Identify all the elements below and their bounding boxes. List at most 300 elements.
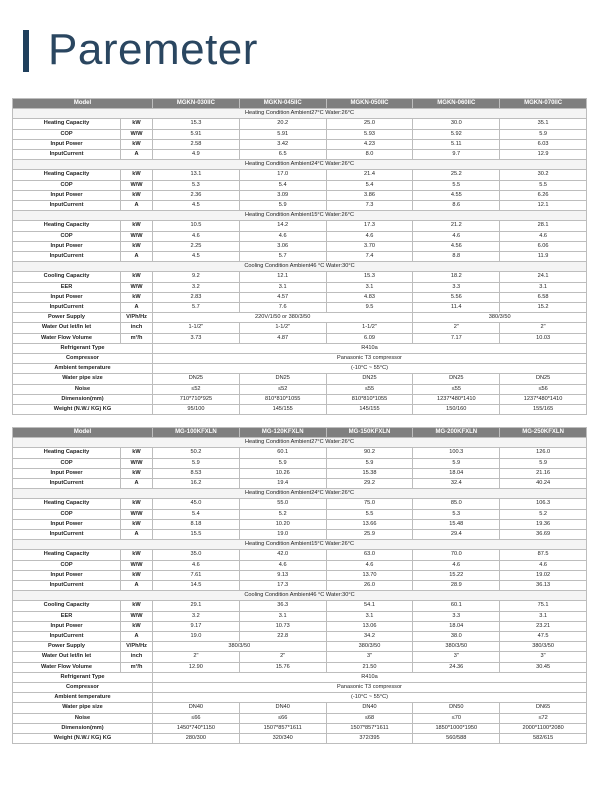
row-unit: inch — [121, 652, 153, 662]
table-row — [13, 190, 587, 200]
value-cell: 4.6 — [326, 560, 413, 570]
value-cell: 34.2 — [326, 632, 413, 642]
value-cell: 5.93 — [326, 129, 413, 139]
table-row — [13, 282, 587, 292]
value-cell: 21.16 — [500, 468, 587, 478]
table-row — [13, 231, 587, 241]
condition-row — [13, 438, 587, 448]
value-cell: 60.1 — [413, 601, 500, 611]
value-cell: 24.1 — [500, 272, 587, 282]
value-cell: 5.7 — [153, 303, 240, 313]
value-cell: 5.9 — [239, 201, 326, 211]
value-cell: 7.6 — [239, 303, 326, 313]
value-cell: 8.53 — [153, 468, 240, 478]
value-cell: 15.2 — [500, 303, 587, 313]
row-label: Input Power — [13, 241, 121, 251]
value-cell: 3.1 — [326, 611, 413, 621]
row-unit: W/W — [121, 560, 153, 570]
value-cell: 1507*857*1611 — [239, 723, 326, 733]
condition-label: Heating Condition Ambient24°C Water:26°C — [13, 160, 587, 170]
value-cell: 3.09 — [239, 190, 326, 200]
value-cell: 7.4 — [326, 252, 413, 262]
value-cell: 13.70 — [326, 570, 413, 580]
value-cell: 5.91 — [153, 129, 240, 139]
value-cell: 2000*1100*2080 — [500, 723, 587, 733]
value-cell: 1-1/2" — [326, 323, 413, 333]
header-model-label: Model — [13, 428, 153, 438]
table-row — [13, 550, 587, 560]
table-row — [13, 364, 587, 374]
value-cell: 15.3 — [153, 119, 240, 129]
row-unit: W/W — [121, 129, 153, 139]
value-cell: 19.0 — [239, 530, 326, 540]
value-cell: 810*810*1055 — [326, 394, 413, 404]
condition-row — [13, 262, 587, 272]
value-cell: DN25 — [413, 374, 500, 384]
value-cell: 54.1 — [326, 601, 413, 611]
table-row — [13, 703, 587, 713]
value-cell: 87.5 — [500, 550, 587, 560]
condition-label: Heating Condition Ambient27°C Water:26°C — [13, 438, 587, 448]
value-cell: 4.55 — [413, 190, 500, 200]
value-cell: 155/165 — [500, 405, 587, 415]
row-label: InputCurrent — [13, 201, 121, 211]
row-unit: kW — [121, 468, 153, 478]
value-cell: 6.09 — [326, 333, 413, 343]
spec-table-2 — [12, 427, 587, 744]
table-row — [13, 119, 587, 129]
row-label: InputCurrent — [13, 632, 121, 642]
value-cell: 47.5 — [500, 632, 587, 642]
row-unit: V/Ph/Hz — [121, 313, 153, 323]
value-cell: 6.03 — [500, 139, 587, 149]
value-cell: 1450*740*1150 — [153, 723, 240, 733]
value-cell: 3.86 — [326, 190, 413, 200]
spec-table-1 — [12, 98, 587, 415]
table-row — [13, 570, 587, 580]
value-cell: 29.2 — [326, 479, 413, 489]
value-cell: 372/395 — [326, 734, 413, 744]
value-cell: 10.26 — [239, 468, 326, 478]
value-cell: 19.36 — [500, 519, 587, 529]
row-unit: W/W — [121, 231, 153, 241]
header-model-name: MG-150KFXLN — [326, 428, 413, 438]
value-cell: 4.6 — [413, 560, 500, 570]
value-cell: ≤66 — [239, 713, 326, 723]
value-cell: 75.1 — [500, 601, 587, 611]
value-cell: ≤52 — [239, 384, 326, 394]
header-model-name: MG-200KFXLN — [413, 428, 500, 438]
value-cell: 9.2 — [153, 272, 240, 282]
value-cell: 280/300 — [153, 734, 240, 744]
table-row — [13, 632, 587, 642]
row-label: Heating Capacity — [13, 170, 121, 180]
value-cell: 25.0 — [326, 119, 413, 129]
row-unit: W/W — [121, 282, 153, 292]
row-label: Heating Capacity — [13, 448, 121, 458]
table-row — [13, 292, 587, 302]
table-header-row — [13, 99, 587, 109]
value-cell: 3.1 — [239, 611, 326, 621]
value-cell: 810*810*1055 — [239, 394, 326, 404]
value-cell: 4.6 — [500, 231, 587, 241]
row-label: InputCurrent — [13, 303, 121, 313]
row-unit: A — [121, 530, 153, 540]
row-label: Noise — [13, 713, 153, 723]
table-row — [13, 530, 587, 540]
value-cell: 18.04 — [413, 468, 500, 478]
value-cell: 5.9 — [326, 458, 413, 468]
value-cell: 2.25 — [153, 241, 240, 251]
value-cell: 8.18 — [153, 519, 240, 529]
table-row — [13, 333, 587, 343]
row-label: COP — [13, 509, 121, 519]
value-cell: 15.22 — [413, 570, 500, 580]
condition-label: Heating Condition Ambient24°C Water:26°C — [13, 489, 587, 499]
value-cell: 21.50 — [326, 662, 413, 672]
row-unit: m³/h — [121, 662, 153, 672]
value-cell: 106.3 — [500, 499, 587, 509]
value-cell: 4.6 — [239, 560, 326, 570]
value-cell: 5.9 — [239, 458, 326, 468]
value-cell: 36.3 — [239, 601, 326, 611]
value-cell: 3.1 — [239, 282, 326, 292]
value-cell: 2" — [500, 323, 587, 333]
value-cell: 5.9 — [500, 458, 587, 468]
row-label: Heating Capacity — [13, 499, 121, 509]
row-unit: kW — [121, 519, 153, 529]
condition-label: Heating Condition Ambient15°C Water:26°C — [13, 540, 587, 550]
condition-row — [13, 489, 587, 499]
value-cell: DN25 — [326, 374, 413, 384]
table-row — [13, 734, 587, 744]
value-cell: (-10°C ~ 55°C) — [153, 693, 587, 703]
value-cell: 5.4 — [239, 180, 326, 190]
value-cell: 8.8 — [413, 252, 500, 262]
value-cell: 36.69 — [500, 530, 587, 540]
row-unit: kW — [121, 499, 153, 509]
table-row — [13, 519, 587, 529]
row-label: EER — [13, 611, 121, 621]
table-row — [13, 170, 587, 180]
table-row — [13, 479, 587, 489]
value-cell: 4.6 — [153, 560, 240, 570]
value-cell: 15.3 — [326, 272, 413, 282]
value-cell: 15.5 — [153, 530, 240, 540]
header-model-name: MGKN-070IIC — [500, 99, 587, 109]
row-label: Power Supply — [13, 313, 121, 323]
table-row — [13, 448, 587, 458]
value-cell: 3.42 — [239, 139, 326, 149]
value-cell: 100.3 — [413, 448, 500, 458]
row-label: Weight (N.W./ KG) KG — [13, 734, 153, 744]
value-cell: 24.36 — [413, 662, 500, 672]
value-cell: 18.2 — [413, 272, 500, 282]
value-cell: ≤72 — [500, 713, 587, 723]
value-cell: 22.8 — [239, 632, 326, 642]
value-cell: DN40 — [326, 703, 413, 713]
row-unit: kW — [121, 170, 153, 180]
value-cell: 30.0 — [413, 119, 500, 129]
value-cell: 7.61 — [153, 570, 240, 580]
value-cell: 5.91 — [239, 129, 326, 139]
value-cell: 19.4 — [239, 479, 326, 489]
table-row — [13, 129, 587, 139]
value-cell: 19.0 — [153, 632, 240, 642]
value-cell: 2.36 — [153, 190, 240, 200]
row-label: Ambient temperature — [13, 693, 153, 703]
row-unit: kW — [121, 241, 153, 251]
table-row — [13, 672, 587, 682]
value-cell: 5.4 — [153, 509, 240, 519]
condition-label: Heating Condition Ambient27°C Water:26°C — [13, 109, 587, 119]
value-cell: 380/3/50 — [326, 642, 413, 652]
row-unit: kW — [121, 621, 153, 631]
value-cell: 4.6 — [239, 231, 326, 241]
value-cell: 3.1 — [500, 611, 587, 621]
value-cell: 15.76 — [239, 662, 326, 672]
row-label: COP — [13, 180, 121, 190]
table-row — [13, 394, 587, 404]
value-cell: 21.4 — [326, 170, 413, 180]
value-cell: 380/3/50 — [413, 313, 587, 323]
row-label: Cooling Capacity — [13, 272, 121, 282]
row-label: COP — [13, 458, 121, 468]
row-unit: kW — [121, 601, 153, 611]
value-cell: ≤70 — [413, 713, 500, 723]
row-unit: A — [121, 479, 153, 489]
value-cell: 20.2 — [239, 119, 326, 129]
value-cell: Panasonic T3 compressor — [153, 683, 587, 693]
value-cell: 14.2 — [239, 221, 326, 231]
value-cell: 17.3 — [239, 581, 326, 591]
table-row — [13, 139, 587, 149]
value-cell: 3.3 — [413, 611, 500, 621]
value-cell: 1237*480*1410 — [500, 394, 587, 404]
value-cell: 7.17 — [413, 333, 500, 343]
value-cell: 5.3 — [153, 180, 240, 190]
row-label: Input Power — [13, 621, 121, 631]
table-row — [13, 354, 587, 364]
value-cell: 35.1 — [500, 119, 587, 129]
row-unit: kW — [121, 448, 153, 458]
value-cell: 7.3 — [326, 201, 413, 211]
table-row — [13, 642, 587, 652]
table-row — [13, 693, 587, 703]
row-label: Noise — [13, 384, 153, 394]
value-cell: 5.2 — [500, 509, 587, 519]
value-cell: 38.0 — [413, 632, 500, 642]
row-unit: kW — [121, 570, 153, 580]
table-header-row — [13, 428, 587, 438]
row-label: InputCurrent — [13, 530, 121, 540]
value-cell: 3.1 — [500, 282, 587, 292]
value-cell: 220V/1/50 or 380/3/50 — [153, 313, 413, 323]
row-unit: A — [121, 581, 153, 591]
value-cell: 18.04 — [413, 621, 500, 631]
row-label: Water Flow Volume — [13, 662, 121, 672]
page-title: Paremeter — [48, 25, 258, 74]
row-label: InputCurrent — [13, 252, 121, 262]
value-cell: 560/588 — [413, 734, 500, 744]
value-cell: 15.48 — [413, 519, 500, 529]
condition-label: Cooling Condition Ambient46 °C Water:30°C — [13, 591, 587, 601]
table-row — [13, 201, 587, 211]
value-cell: 150/160 — [413, 405, 500, 415]
value-cell: 12.90 — [153, 662, 240, 672]
table-row — [13, 662, 587, 672]
value-cell: 5.9 — [153, 458, 240, 468]
row-label: Input Power — [13, 468, 121, 478]
value-cell: 4.23 — [326, 139, 413, 149]
table-row — [13, 499, 587, 509]
row-label: Cooling Capacity — [13, 601, 121, 611]
table-row — [13, 252, 587, 262]
header-model-name: MGKN-060IIC — [413, 99, 500, 109]
value-cell: 1850*1000*1950 — [413, 723, 500, 733]
title-accent-bar — [23, 30, 29, 72]
value-cell: 2.83 — [153, 292, 240, 302]
table-row — [13, 241, 587, 251]
value-cell: 10.5 — [153, 221, 240, 231]
row-unit: kW — [121, 190, 153, 200]
table-row — [13, 581, 587, 591]
row-label: InputCurrent — [13, 150, 121, 160]
value-cell: 2" — [239, 652, 326, 662]
value-cell: 28.9 — [413, 581, 500, 591]
value-cell: 42.0 — [239, 550, 326, 560]
value-cell: 63.0 — [326, 550, 413, 560]
row-label: Refrigerant Type — [13, 343, 153, 353]
value-cell: 2.58 — [153, 139, 240, 149]
value-cell: 8.0 — [326, 150, 413, 160]
value-cell: 17.3 — [326, 221, 413, 231]
value-cell: 55.0 — [239, 499, 326, 509]
row-label: COP — [13, 231, 121, 241]
value-cell: 380/3/50 — [153, 642, 327, 652]
value-cell: R410a — [153, 672, 587, 682]
condition-row — [13, 591, 587, 601]
value-cell: 710*710*925 — [153, 394, 240, 404]
value-cell: 1-1/2" — [153, 323, 240, 333]
row-label: Power Supply — [13, 642, 121, 652]
value-cell: 12.1 — [239, 272, 326, 282]
value-cell: 12.9 — [500, 150, 587, 160]
value-cell: 35.0 — [153, 550, 240, 560]
table-row — [13, 468, 587, 478]
row-unit: A — [121, 150, 153, 160]
table-row — [13, 405, 587, 415]
value-cell: 3" — [326, 652, 413, 662]
table-row — [13, 509, 587, 519]
value-cell: 5.11 — [413, 139, 500, 149]
value-cell: 45.0 — [153, 499, 240, 509]
row-label: Dimension(mm) — [13, 723, 153, 733]
value-cell: 6.26 — [500, 190, 587, 200]
value-cell: 4.6 — [500, 560, 587, 570]
header-model-name: MG-250KFXLN — [500, 428, 587, 438]
row-label: Water Flow Volume — [13, 333, 121, 343]
value-cell: 70.0 — [413, 550, 500, 560]
value-cell: 4.9 — [153, 150, 240, 160]
row-unit: inch — [121, 323, 153, 333]
value-cell: 8.6 — [413, 201, 500, 211]
row-unit: kW — [121, 221, 153, 231]
value-cell: ≤66 — [153, 713, 240, 723]
row-label: EER — [13, 282, 121, 292]
value-cell: 5.9 — [500, 129, 587, 139]
row-unit: A — [121, 632, 153, 642]
value-cell: (-10°C ~ 55°C) — [153, 364, 587, 374]
value-cell: 3" — [500, 652, 587, 662]
value-cell: DN25 — [500, 374, 587, 384]
value-cell: 29.1 — [153, 601, 240, 611]
value-cell: 6.5 — [239, 150, 326, 160]
value-cell: 9.7 — [413, 150, 500, 160]
row-label: COP — [13, 560, 121, 570]
row-label: Ambient temperature — [13, 364, 153, 374]
table-row — [13, 150, 587, 160]
value-cell: 145/155 — [326, 405, 413, 415]
value-cell: 6.06 — [500, 241, 587, 251]
value-cell: 145/155 — [239, 405, 326, 415]
value-cell: 11.9 — [500, 252, 587, 262]
value-cell: 21.2 — [413, 221, 500, 231]
row-unit: A — [121, 201, 153, 211]
value-cell: 3.3 — [413, 282, 500, 292]
table-row — [13, 683, 587, 693]
value-cell: DN40 — [153, 703, 240, 713]
row-label: Input Power — [13, 139, 121, 149]
row-unit: W/W — [121, 509, 153, 519]
value-cell: 9.13 — [239, 570, 326, 580]
value-cell: 126.0 — [500, 448, 587, 458]
row-unit: kW — [121, 119, 153, 129]
condition-row — [13, 540, 587, 550]
row-label: Dimension(mm) — [13, 394, 153, 404]
row-label: Refrigerant Type — [13, 672, 153, 682]
row-unit: W/W — [121, 458, 153, 468]
value-cell: 25.9 — [326, 530, 413, 540]
value-cell: 4.5 — [153, 252, 240, 262]
value-cell: 3.1 — [326, 282, 413, 292]
value-cell: 9.17 — [153, 621, 240, 631]
row-label: COP — [13, 129, 121, 139]
value-cell: 14.5 — [153, 581, 240, 591]
row-label: Input Power — [13, 570, 121, 580]
value-cell: DN50 — [413, 703, 500, 713]
value-cell: 380/3/50 — [413, 642, 500, 652]
value-cell: 13.1 — [153, 170, 240, 180]
value-cell: 5.2 — [239, 509, 326, 519]
row-unit: W/W — [121, 180, 153, 190]
value-cell: ≤55 — [326, 384, 413, 394]
row-unit: A — [121, 252, 153, 262]
value-cell: 36.13 — [500, 581, 587, 591]
condition-label: Cooling Condition Ambient46 °C Water:30°C — [13, 262, 587, 272]
table-row — [13, 323, 587, 333]
value-cell: 5.92 — [413, 129, 500, 139]
value-cell: DN40 — [239, 703, 326, 713]
value-cell: 11.4 — [413, 303, 500, 313]
row-unit: m³/h — [121, 333, 153, 343]
row-label: Compressor — [13, 683, 153, 693]
row-label: Heating Capacity — [13, 119, 121, 129]
header-model-name: MGKN-050IIC — [326, 99, 413, 109]
row-unit: V/Ph/Hz — [121, 642, 153, 652]
value-cell: 12.1 — [500, 201, 587, 211]
row-unit: kW — [121, 272, 153, 282]
